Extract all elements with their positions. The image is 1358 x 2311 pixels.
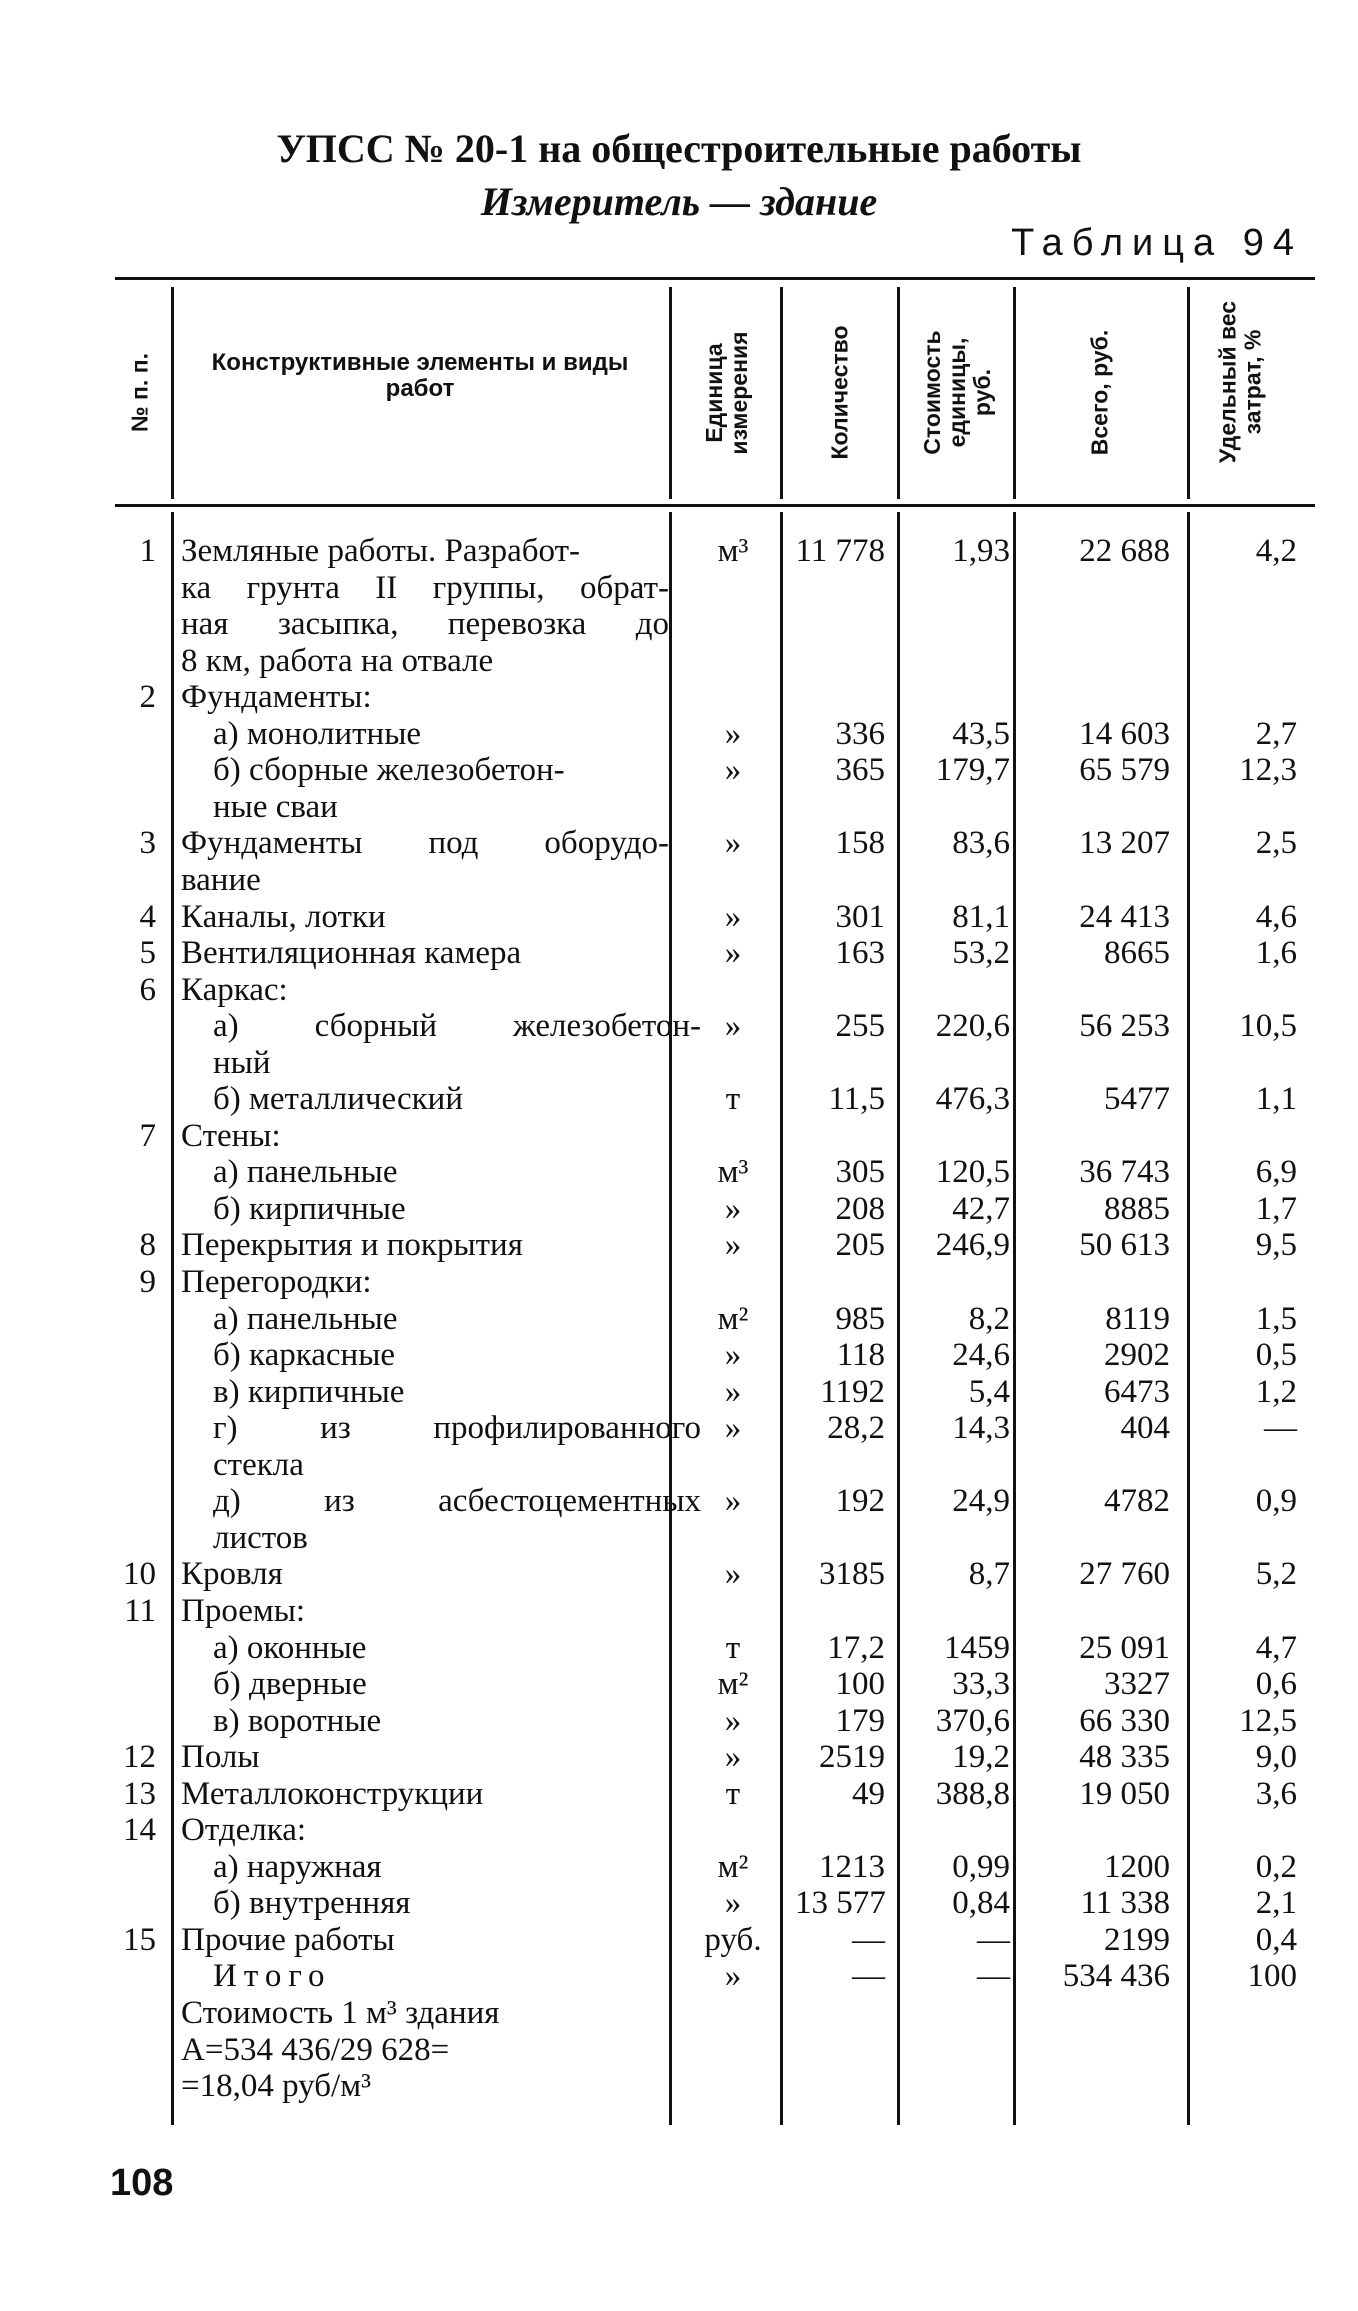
cell-name: б) внутренняя <box>213 1885 411 1922</box>
cell-share: 2,1 <box>1255 1885 1297 1922</box>
cell-name: =18,04 руб/м³ <box>181 2068 371 2105</box>
cell-num: 1 <box>139 533 156 569</box>
cell-qty: 192 <box>835 1483 885 1520</box>
cell-total: 8885 <box>1104 1190 1170 1227</box>
cell-name: Итого <box>213 1958 332 1995</box>
cell-num: 7 <box>139 1117 156 1154</box>
header-divider <box>780 287 783 499</box>
cell-name: б) металлический <box>213 1081 463 1118</box>
table-row <box>0 972 1358 1008</box>
cell-share: 0,9 <box>1255 1483 1297 1520</box>
table-top-rule <box>115 277 1315 280</box>
cell-qty: 208 <box>835 1190 885 1227</box>
cell-unit: руб. <box>704 1921 762 1958</box>
table-row <box>0 606 1358 642</box>
table-row <box>0 1301 1358 1337</box>
cell-price: — <box>977 1958 1010 1995</box>
cell-total: 48 335 <box>1079 1739 1170 1776</box>
cell-price: 370,6 <box>935 1702 1010 1739</box>
cell-unit: т <box>725 1775 741 1812</box>
cell-unit: » <box>724 1227 742 1264</box>
header-total: Всего, руб. <box>1086 329 1113 456</box>
table-row <box>0 1154 1358 1190</box>
cell-unit: » <box>724 1337 742 1374</box>
table-row <box>0 1739 1358 1775</box>
cell-name: Каркас: <box>181 971 288 1008</box>
cell-name: ные сваи <box>213 788 338 825</box>
cell-unit: » <box>724 898 742 935</box>
table-row <box>0 643 1358 679</box>
cell-qty: 49 <box>852 1775 885 1812</box>
cell-share: 2,5 <box>1255 825 1297 862</box>
table-row <box>0 1191 1358 1227</box>
cell-qty: 17,2 <box>827 1629 885 1666</box>
cell-name: ка грунта II группы, обрат- <box>181 569 669 606</box>
cell-share: 9,5 <box>1255 1227 1297 1264</box>
cell-total: 8119 <box>1105 1300 1170 1337</box>
cell-price: 5,4 <box>968 1373 1010 1410</box>
table-row <box>0 1776 1358 1812</box>
table-row <box>0 935 1358 971</box>
cell-num: 12 <box>123 1739 156 1776</box>
cell-share: 100 <box>1247 1958 1297 1995</box>
cell-total: 56 253 <box>1079 1008 1170 1045</box>
document-title: УПСС № 20-1 на общестроительные работы <box>276 126 1082 171</box>
cell-total: 8665 <box>1104 935 1170 971</box>
header-num: № п. п. <box>126 353 153 432</box>
cell-name: а) сборный железобетон- <box>213 1008 701 1045</box>
table-row <box>0 1045 1358 1081</box>
header-name: Конструктивные элементы и виды работ <box>211 349 629 402</box>
cell-qty: 179 <box>835 1702 885 1739</box>
cell-name: листов <box>213 1519 308 1556</box>
cell-name: Перегородки: <box>181 1264 372 1300</box>
cell-share: 1,7 <box>1255 1190 1297 1227</box>
cell-qty: 1213 <box>819 1848 885 1885</box>
header-divider <box>897 287 900 499</box>
cell-unit: » <box>724 1483 742 1520</box>
cell-price: 246,9 <box>935 1227 1010 1264</box>
cell-qty: 301 <box>835 898 885 935</box>
cell-name: д) из асбестоцементных <box>213 1483 701 1520</box>
cell-share: 1,2 <box>1255 1373 1297 1410</box>
cell-name: б) сборные железобетон- <box>213 752 565 789</box>
cell-total: 4782 <box>1104 1483 1170 1520</box>
table-row <box>0 789 1358 825</box>
cell-total: 50 613 <box>1079 1227 1170 1264</box>
cell-price: 179,7 <box>935 752 1010 789</box>
table-row <box>0 1374 1358 1410</box>
table-row <box>0 1483 1358 1519</box>
cell-qty: 163 <box>835 935 885 971</box>
cell-unit: т <box>725 1629 741 1666</box>
header-divider <box>171 287 174 499</box>
cell-share: 3,6 <box>1255 1775 1297 1812</box>
cell-unit: » <box>724 1556 742 1593</box>
cell-price: 14,3 <box>952 1410 1010 1447</box>
table-row <box>0 825 1358 861</box>
table-row <box>0 1227 1358 1263</box>
table-row <box>0 1630 1358 1666</box>
cell-share: 4,2 <box>1255 533 1297 569</box>
cell-share: 4,6 <box>1255 898 1297 935</box>
document-subtitle: Измеритель — здание <box>480 179 878 224</box>
table-row <box>0 1812 1358 1848</box>
cell-name: Прочие работы <box>181 1921 395 1958</box>
cell-name: г) из профилированного <box>213 1410 701 1447</box>
cell-price: 1,93 <box>952 533 1010 569</box>
cell-price: 8,7 <box>968 1556 1010 1593</box>
cell-price: 53,2 <box>952 935 1010 971</box>
cell-name: б) дверные <box>213 1666 367 1702</box>
cell-qty: 336 <box>835 715 885 752</box>
cell-price: 120,5 <box>935 1154 1010 1191</box>
cell-unit: м² <box>717 1300 749 1337</box>
cell-unit: м² <box>717 1666 749 1702</box>
cell-name: Проемы: <box>181 1592 306 1629</box>
cell-num: 14 <box>123 1812 156 1849</box>
cell-price: 24,9 <box>952 1483 1010 1520</box>
table-row <box>0 2032 1358 2068</box>
cell-share: 0,6 <box>1255 1666 1297 1702</box>
cell-price: 0,99 <box>952 1848 1010 1885</box>
cell-price: — <box>977 1921 1010 1958</box>
cell-qty: 205 <box>835 1227 885 1264</box>
cell-name: Каналы, лотки <box>181 898 386 935</box>
cell-unit: » <box>724 825 742 862</box>
table-row <box>0 1008 1358 1044</box>
cell-name: а) наружная <box>213 1848 382 1885</box>
cell-share: 0,2 <box>1255 1848 1297 1885</box>
cell-num: 8 <box>139 1227 156 1264</box>
header-divider <box>1187 287 1190 499</box>
cell-total: 2199 <box>1104 1921 1170 1958</box>
cell-name: Перекрытия и покрытия <box>181 1227 523 1264</box>
cell-qty: 28,2 <box>827 1410 885 1447</box>
cell-name: ный <box>213 1044 271 1081</box>
cell-qty: 100 <box>835 1666 885 1702</box>
cell-share: 2,7 <box>1255 715 1297 752</box>
cell-total: 25 091 <box>1079 1629 1170 1666</box>
table-row <box>0 716 1358 752</box>
cell-unit: » <box>724 935 742 971</box>
table-row <box>0 1958 1358 1994</box>
cell-unit: м² <box>717 1848 749 1885</box>
table-row <box>0 1410 1358 1446</box>
table-row <box>0 1666 1358 1702</box>
cell-price: 43,5 <box>952 715 1010 752</box>
cell-name: A=534 436/29 628= <box>181 2031 450 2068</box>
header-unit: Единица измерения <box>701 331 752 455</box>
cell-qty: 365 <box>835 752 885 789</box>
cell-share: 1,1 <box>1255 1081 1297 1118</box>
cell-total: 2902 <box>1104 1337 1170 1374</box>
cell-total: 65 579 <box>1079 752 1170 789</box>
cell-price: 81,1 <box>952 898 1010 935</box>
cell-unit: » <box>724 715 742 752</box>
table-row <box>0 1593 1358 1629</box>
cell-name: Фундаменты: <box>181 679 372 716</box>
cell-name: Фундаменты под оборудо- <box>181 825 669 862</box>
table-row <box>0 1081 1358 1117</box>
cell-num: 6 <box>139 971 156 1008</box>
cell-price: 1459 <box>944 1629 1010 1666</box>
cell-name: Стоимость 1 м³ здания <box>181 1995 500 2031</box>
cell-num: 2 <box>139 679 156 716</box>
cell-unit: » <box>724 752 742 789</box>
table-row <box>0 1556 1358 1592</box>
cell-qty: 1192 <box>820 1373 885 1410</box>
cell-total: 36 743 <box>1079 1154 1170 1191</box>
cell-total: 13 207 <box>1079 825 1170 862</box>
cell-qty: — <box>852 1958 885 1995</box>
cell-price: 8,2 <box>968 1300 1010 1337</box>
cell-name: Кровля <box>181 1556 283 1593</box>
cell-share: 4,7 <box>1255 1629 1297 1666</box>
table-row <box>0 679 1358 715</box>
header-divider <box>1013 287 1016 499</box>
cell-unit: м³ <box>717 533 749 569</box>
cell-total: 19 050 <box>1079 1775 1170 1812</box>
table-label: Таблица 94 <box>1011 222 1303 264</box>
table-header-rule <box>115 504 1315 507</box>
cell-total: 534 436 <box>1062 1958 1170 1995</box>
table-row <box>0 1337 1358 1373</box>
table-row <box>0 1703 1358 1739</box>
cell-name: Земляные работы. Разработ- <box>181 533 580 569</box>
cell-num: 10 <box>123 1556 156 1593</box>
cell-qty: — <box>852 1921 885 1958</box>
cell-name: в) воротные <box>213 1702 382 1739</box>
cell-share: — <box>1264 1410 1297 1447</box>
cell-name: Стены: <box>181 1117 281 1154</box>
cell-total: 66 330 <box>1079 1702 1170 1739</box>
header-share: Удельный вес затрат, % <box>1214 300 1266 464</box>
cell-price: 19,2 <box>952 1739 1010 1776</box>
cell-name: Вентиляционная камера <box>181 935 522 971</box>
cell-share: 1,5 <box>1255 1300 1297 1337</box>
cell-qty: 13 577 <box>795 1885 886 1922</box>
cell-name: б) каркасные <box>213 1337 396 1374</box>
table-row <box>0 533 1358 569</box>
cell-share: 0,4 <box>1255 1921 1297 1958</box>
cell-name: 8 км, работа на отвале <box>181 642 494 679</box>
cell-name: Полы <box>181 1739 260 1776</box>
cell-price: 220,6 <box>935 1008 1010 1045</box>
cell-total: 3327 <box>1104 1666 1170 1702</box>
cell-price: 0,84 <box>952 1885 1010 1922</box>
header-price: Стоимость единицы, руб. <box>919 330 995 455</box>
table-row <box>0 899 1358 935</box>
cell-name: а) монолитные <box>213 715 422 752</box>
cell-price: 33,3 <box>952 1666 1010 1702</box>
cell-share: 0,5 <box>1255 1337 1297 1374</box>
cell-num: 9 <box>139 1264 156 1300</box>
cell-unit: » <box>724 1373 742 1410</box>
table-row <box>0 1885 1358 1921</box>
cell-qty: 118 <box>836 1337 885 1374</box>
cell-name: в) кирпичные <box>213 1373 405 1410</box>
cell-total: 27 760 <box>1079 1556 1170 1593</box>
cell-name: б) кирпичные <box>213 1190 406 1227</box>
table-row <box>0 570 1358 606</box>
cell-total: 24 413 <box>1079 898 1170 935</box>
header-divider <box>669 287 672 499</box>
cell-num: 13 <box>123 1775 156 1812</box>
cell-share: 6,9 <box>1255 1154 1297 1191</box>
cell-price: 24,6 <box>952 1337 1010 1374</box>
cell-unit: » <box>724 1739 742 1776</box>
cell-price: 388,8 <box>935 1775 1010 1812</box>
cell-total: 1200 <box>1104 1848 1170 1885</box>
cell-unit: » <box>724 1410 742 1447</box>
table-row <box>0 862 1358 898</box>
cell-qty: 11 778 <box>795 533 885 569</box>
cell-name: а) панельные <box>213 1154 398 1191</box>
cell-name: Металлоконструкции <box>181 1775 484 1812</box>
table-row <box>0 1922 1358 1958</box>
table-row <box>0 1447 1358 1483</box>
cell-num: 11 <box>124 1592 156 1629</box>
cell-qty: 2519 <box>819 1739 885 1776</box>
cell-price: 83,6 <box>952 825 1010 862</box>
cell-unit: » <box>724 1702 742 1739</box>
cell-share: 9,0 <box>1255 1739 1297 1776</box>
table-row <box>0 752 1358 788</box>
table-row <box>0 1520 1358 1556</box>
cell-total: 11 338 <box>1080 1885 1170 1922</box>
cell-unit: » <box>724 1190 742 1227</box>
cell-total: 5477 <box>1104 1081 1170 1118</box>
cell-qty: 255 <box>835 1008 885 1045</box>
cell-share: 12,5 <box>1239 1702 1297 1739</box>
cell-qty: 11,5 <box>828 1081 885 1118</box>
cell-num: 3 <box>139 825 156 862</box>
cell-num: 4 <box>139 898 156 935</box>
cell-total: 404 <box>1120 1410 1170 1447</box>
cell-price: 42,7 <box>952 1190 1010 1227</box>
cell-qty: 985 <box>835 1300 885 1337</box>
table-row <box>0 1995 1358 2031</box>
cell-share: 5,2 <box>1255 1556 1297 1593</box>
page-number: 108 <box>110 2162 174 2204</box>
cell-name: а) оконные <box>213 1629 367 1666</box>
cell-share: 1,6 <box>1255 935 1297 971</box>
cell-unit: т <box>725 1081 741 1118</box>
cell-qty: 305 <box>835 1154 885 1191</box>
cell-unit: » <box>724 1008 742 1045</box>
cell-name: а) панельные <box>213 1300 398 1337</box>
cell-num: 5 <box>139 935 156 971</box>
cell-name: стекла <box>213 1446 304 1483</box>
cell-total: 14 603 <box>1079 715 1170 752</box>
table-row <box>0 2068 1358 2104</box>
cell-price: 476,3 <box>935 1081 1010 1118</box>
cell-total: 22 688 <box>1079 533 1170 569</box>
cell-unit: » <box>724 1885 742 1922</box>
header-qty: Количество <box>826 325 853 460</box>
cell-qty: 158 <box>835 825 885 862</box>
cell-share: 10,5 <box>1239 1008 1297 1045</box>
table-row <box>0 1118 1358 1154</box>
cell-unit: » <box>724 1958 742 1995</box>
cell-name: ная засыпка, перевозка до <box>181 606 669 643</box>
table-row <box>0 1264 1358 1300</box>
table-row <box>0 1849 1358 1885</box>
cell-num: 15 <box>123 1921 156 1958</box>
cell-name: вание <box>181 861 261 898</box>
cell-unit: м³ <box>717 1154 749 1191</box>
cell-qty: 3185 <box>819 1556 885 1593</box>
cell-share: 12,3 <box>1239 752 1297 789</box>
cell-name: Отделка: <box>181 1812 307 1849</box>
cell-total: 6473 <box>1104 1373 1170 1410</box>
